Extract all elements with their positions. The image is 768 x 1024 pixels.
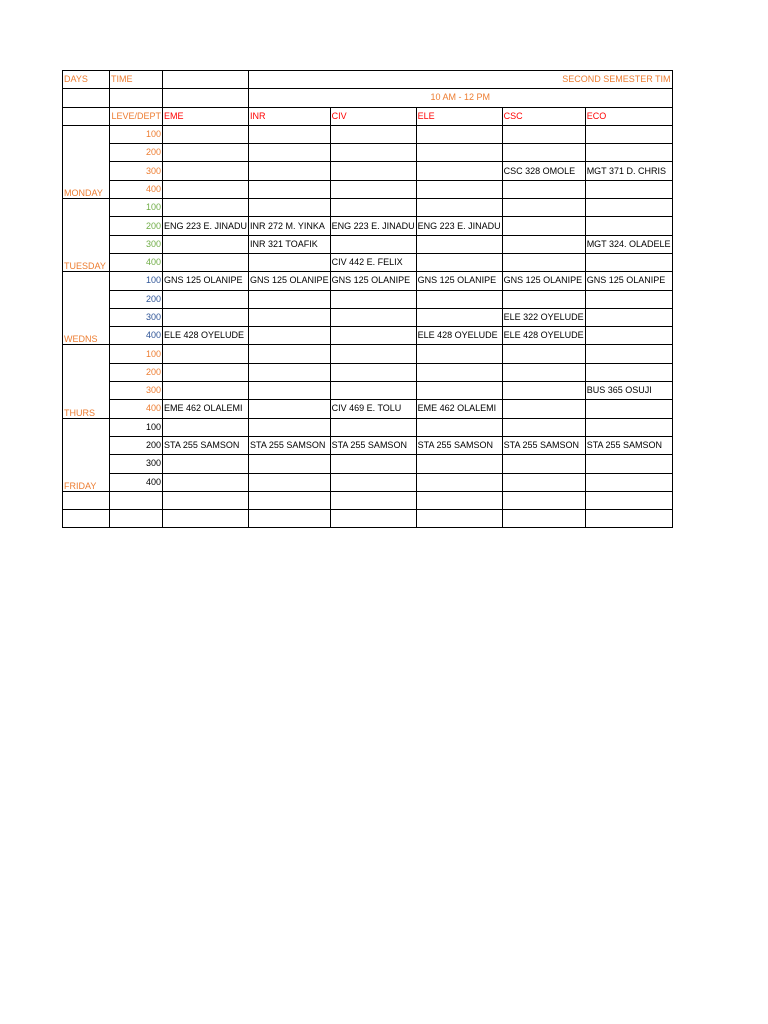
course-cell[interactable] (163, 455, 249, 473)
course-cell[interactable] (163, 290, 249, 308)
course-cell[interactable] (330, 363, 416, 381)
table-row (63, 327, 673, 345)
table-row (63, 363, 673, 381)
course-cell[interactable] (249, 290, 331, 308)
table-row (63, 272, 673, 290)
course-cell[interactable] (585, 180, 672, 198)
course-cell[interactable] (585, 363, 672, 381)
empty-cell[interactable] (163, 491, 249, 509)
course-cell[interactable]: BUS 365 OSUJI (585, 382, 672, 400)
dept-header-inr[interactable]: INR (249, 107, 331, 125)
level-cell[interactable]: 400 (110, 400, 163, 418)
course-cell[interactable]: INR 321 TOAFIK (249, 235, 331, 253)
day-label[interactable]: WEDNS (63, 272, 110, 345)
course-cell[interactable] (330, 308, 416, 326)
course-cell[interactable] (416, 345, 502, 363)
level-cell[interactable]: 300 (110, 235, 163, 253)
dept-header-csc[interactable]: CSC (502, 107, 585, 125)
course-cell[interactable] (249, 180, 331, 198)
course-cell[interactable] (585, 290, 672, 308)
level-cell[interactable]: 300 (110, 455, 163, 473)
course-cell[interactable] (249, 253, 331, 271)
course-cell[interactable] (163, 363, 249, 381)
course-cell[interactable] (502, 144, 585, 162)
course-cell[interactable] (502, 180, 585, 198)
course-cell[interactable] (330, 125, 416, 143)
level-cell[interactable]: 300 (110, 308, 163, 326)
course-cell[interactable] (502, 217, 585, 235)
course-cell[interactable]: EME 462 OLALEMI (163, 400, 249, 418)
table-row (63, 418, 673, 436)
empty-cell[interactable] (585, 491, 672, 509)
course-cell[interactable] (330, 180, 416, 198)
empty-cell[interactable] (330, 491, 416, 509)
course-cell[interactable]: ELE 428 OYELUDE (416, 327, 502, 345)
dept-header-eme[interactable]: EME (163, 107, 249, 125)
dept-header-ele[interactable]: ELE (416, 107, 502, 125)
course-cell[interactable] (416, 473, 502, 491)
level-cell[interactable]: 300 (110, 162, 163, 180)
course-cell[interactable]: CIV 442 E. FELIX (330, 253, 416, 271)
empty-cell[interactable] (163, 71, 249, 89)
level-cell[interactable]: 100 (110, 345, 163, 363)
course-cell[interactable] (416, 125, 502, 143)
course-cell[interactable] (330, 473, 416, 491)
course-cell[interactable] (585, 125, 672, 143)
empty-cell[interactable] (110, 510, 163, 528)
course-cell[interactable] (330, 418, 416, 436)
course-cell[interactable] (416, 455, 502, 473)
course-cell[interactable]: ELE 428 OYELUDE (163, 327, 249, 345)
course-cell[interactable] (249, 382, 331, 400)
course-cell[interactable] (330, 235, 416, 253)
table-row (63, 125, 673, 143)
empty-cell[interactable] (163, 89, 249, 107)
table-row (63, 455, 673, 473)
course-cell[interactable]: CIV 469 E. TOLU (330, 400, 416, 418)
course-cell[interactable] (585, 345, 672, 363)
level-cell[interactable]: 100 (110, 199, 163, 217)
table-row (63, 436, 673, 454)
course-cell[interactable] (416, 418, 502, 436)
course-cell[interactable]: GNS 125 OLANIPE (502, 272, 585, 290)
course-cell[interactable]: STA 255 SAMSON (416, 436, 502, 454)
course-cell[interactable] (163, 144, 249, 162)
level-cell[interactable]: 400 (110, 180, 163, 198)
table-row (63, 400, 673, 418)
table-row (63, 217, 673, 235)
table-row (63, 308, 673, 326)
course-cell[interactable] (502, 345, 585, 363)
time-slot-row (63, 89, 673, 107)
table-row (63, 290, 673, 308)
empty-cell[interactable] (416, 510, 502, 528)
course-cell[interactable] (249, 144, 331, 162)
course-cell[interactable] (502, 418, 585, 436)
course-cell[interactable] (416, 199, 502, 217)
sheet-title[interactable]: SECOND SEMESTER TIM (249, 71, 673, 89)
level-cell[interactable]: 200 (110, 436, 163, 454)
time-header[interactable]: TIME (110, 71, 163, 89)
empty-cell[interactable] (585, 510, 672, 528)
course-cell[interactable] (330, 162, 416, 180)
course-cell[interactable] (163, 382, 249, 400)
course-cell[interactable]: GNS 125 OLANIPE (163, 272, 249, 290)
table-row (63, 345, 673, 363)
course-cell[interactable] (416, 144, 502, 162)
course-cell[interactable] (249, 125, 331, 143)
course-cell[interactable] (163, 125, 249, 143)
course-cell[interactable] (249, 327, 331, 345)
course-cell[interactable] (249, 363, 331, 381)
days-header[interactable]: DAYS (63, 71, 110, 89)
course-cell[interactable] (502, 363, 585, 381)
level-cell[interactable]: 200 (110, 363, 163, 381)
course-cell[interactable]: GNS 125 OLANIPE (585, 272, 672, 290)
table-row (63, 382, 673, 400)
department-header-row (63, 107, 673, 125)
course-cell[interactable] (502, 290, 585, 308)
course-cell[interactable] (249, 162, 331, 180)
course-cell[interactable] (585, 473, 672, 491)
empty-cell[interactable] (416, 491, 502, 509)
level-cell[interactable]: 300 (110, 382, 163, 400)
course-cell[interactable] (249, 400, 331, 418)
course-cell[interactable] (502, 125, 585, 143)
course-cell[interactable] (502, 253, 585, 271)
course-cell[interactable] (502, 235, 585, 253)
course-cell[interactable] (330, 382, 416, 400)
empty-row (63, 510, 673, 528)
course-cell[interactable] (585, 217, 672, 235)
course-cell[interactable]: INR 272 M. YINKA (249, 217, 331, 235)
course-cell[interactable] (585, 308, 672, 326)
course-cell[interactable] (585, 253, 672, 271)
course-cell[interactable] (330, 144, 416, 162)
empty-cell[interactable] (249, 491, 331, 509)
course-cell[interactable] (416, 290, 502, 308)
time-slot-label[interactable]: 10 AM - 12 PM (249, 89, 673, 107)
course-cell[interactable] (330, 327, 416, 345)
course-cell[interactable] (163, 235, 249, 253)
course-cell[interactable] (249, 308, 331, 326)
course-cell[interactable] (249, 199, 331, 217)
course-cell[interactable] (163, 345, 249, 363)
course-cell[interactable]: CSC 328 OMOLE (502, 162, 585, 180)
course-cell[interactable] (249, 473, 331, 491)
table-row (63, 253, 673, 271)
course-cell[interactable]: MGT 371 D. CHRIS (585, 162, 672, 180)
course-cell[interactable]: ELE 322 OYELUDE (502, 308, 585, 326)
course-cell[interactable]: GNS 125 OLANIPE (330, 272, 416, 290)
empty-cell[interactable] (249, 510, 331, 528)
course-cell[interactable] (585, 327, 672, 345)
course-cell[interactable]: ENG 223 E. JINADU (330, 217, 416, 235)
course-cell[interactable] (163, 253, 249, 271)
level-cell[interactable]: 200 (110, 217, 163, 235)
course-cell[interactable] (163, 473, 249, 491)
table-row (63, 473, 673, 491)
course-cell[interactable] (502, 455, 585, 473)
course-cell[interactable]: STA 255 SAMSON (502, 436, 585, 454)
course-cell[interactable] (416, 363, 502, 381)
course-cell[interactable] (585, 418, 672, 436)
course-cell[interactable] (416, 162, 502, 180)
course-cell[interactable] (416, 308, 502, 326)
level-cell[interactable]: 100 (110, 418, 163, 436)
table-row (63, 199, 673, 217)
table-row (63, 162, 673, 180)
title-row (63, 71, 673, 89)
level-cell[interactable]: 400 (110, 327, 163, 345)
level-cell[interactable]: 200 (110, 290, 163, 308)
empty-cell[interactable] (63, 491, 110, 509)
dept-header-civ[interactable]: CIV (330, 107, 416, 125)
course-cell[interactable]: STA 255 SAMSON (249, 436, 331, 454)
level-cell[interactable]: 400 (110, 473, 163, 491)
empty-row (63, 491, 673, 509)
level-cell[interactable]: 100 (110, 272, 163, 290)
course-cell[interactable] (502, 400, 585, 418)
course-cell[interactable] (249, 455, 331, 473)
empty-cell[interactable] (502, 491, 585, 509)
course-cell[interactable] (416, 235, 502, 253)
empty-cell[interactable] (63, 510, 110, 528)
course-cell[interactable] (585, 144, 672, 162)
level-cell[interactable]: 100 (110, 125, 163, 143)
table-row (63, 144, 673, 162)
course-cell[interactable] (163, 162, 249, 180)
course-cell[interactable] (249, 418, 331, 436)
course-cell[interactable]: STA 255 SAMSON (585, 436, 672, 454)
timetable (62, 70, 673, 528)
course-cell[interactable] (330, 455, 416, 473)
level-cell[interactable]: 400 (110, 253, 163, 271)
day-label[interactable]: TUESDAY (63, 199, 110, 272)
day-label[interactable]: THURS (63, 345, 110, 418)
day-label[interactable]: FRIDAY (63, 418, 110, 491)
empty-cell[interactable] (110, 491, 163, 509)
course-cell[interactable]: EME 462 OLALEMI (416, 400, 502, 418)
course-cell[interactable] (585, 199, 672, 217)
level-dept-header[interactable]: LEVE/DEPT (110, 107, 163, 125)
course-cell[interactable] (585, 455, 672, 473)
table-row (63, 180, 673, 198)
course-cell[interactable] (249, 345, 331, 363)
course-cell[interactable]: MGT 324. OLADELE (585, 235, 672, 253)
course-cell[interactable] (416, 180, 502, 198)
course-cell[interactable] (502, 382, 585, 400)
course-cell[interactable]: GNS 125 OLANIPE (249, 272, 331, 290)
course-cell[interactable]: ENG 223 E. JINADU (416, 217, 502, 235)
course-cell[interactable] (330, 345, 416, 363)
course-cell[interactable]: STA 255 SAMSON (330, 436, 416, 454)
course-cell[interactable]: ELE 428 OYELUDE (502, 327, 585, 345)
course-cell[interactable] (163, 418, 249, 436)
empty-cell[interactable] (63, 107, 110, 125)
course-cell[interactable] (163, 308, 249, 326)
course-cell[interactable]: ENG 223 E. JINADU (163, 217, 249, 235)
empty-cell[interactable] (163, 510, 249, 528)
course-cell[interactable] (416, 253, 502, 271)
course-cell[interactable] (330, 290, 416, 308)
course-cell[interactable] (163, 180, 249, 198)
course-cell[interactable] (585, 400, 672, 418)
empty-cell[interactable] (110, 89, 163, 107)
course-cell[interactable] (163, 199, 249, 217)
empty-cell[interactable] (330, 510, 416, 528)
course-cell[interactable]: GNS 125 OLANIPE (416, 272, 502, 290)
course-cell[interactable] (502, 199, 585, 217)
course-cell[interactable] (330, 199, 416, 217)
course-cell[interactable] (502, 473, 585, 491)
table-row (63, 235, 673, 253)
day-label[interactable]: MONDAY (63, 125, 110, 198)
level-cell[interactable]: 200 (110, 144, 163, 162)
course-cell[interactable]: STA 255 SAMSON (163, 436, 249, 454)
empty-cell[interactable] (502, 510, 585, 528)
empty-cell[interactable] (63, 89, 110, 107)
dept-header-eco[interactable]: ECO (585, 107, 672, 125)
course-cell[interactable] (416, 382, 502, 400)
